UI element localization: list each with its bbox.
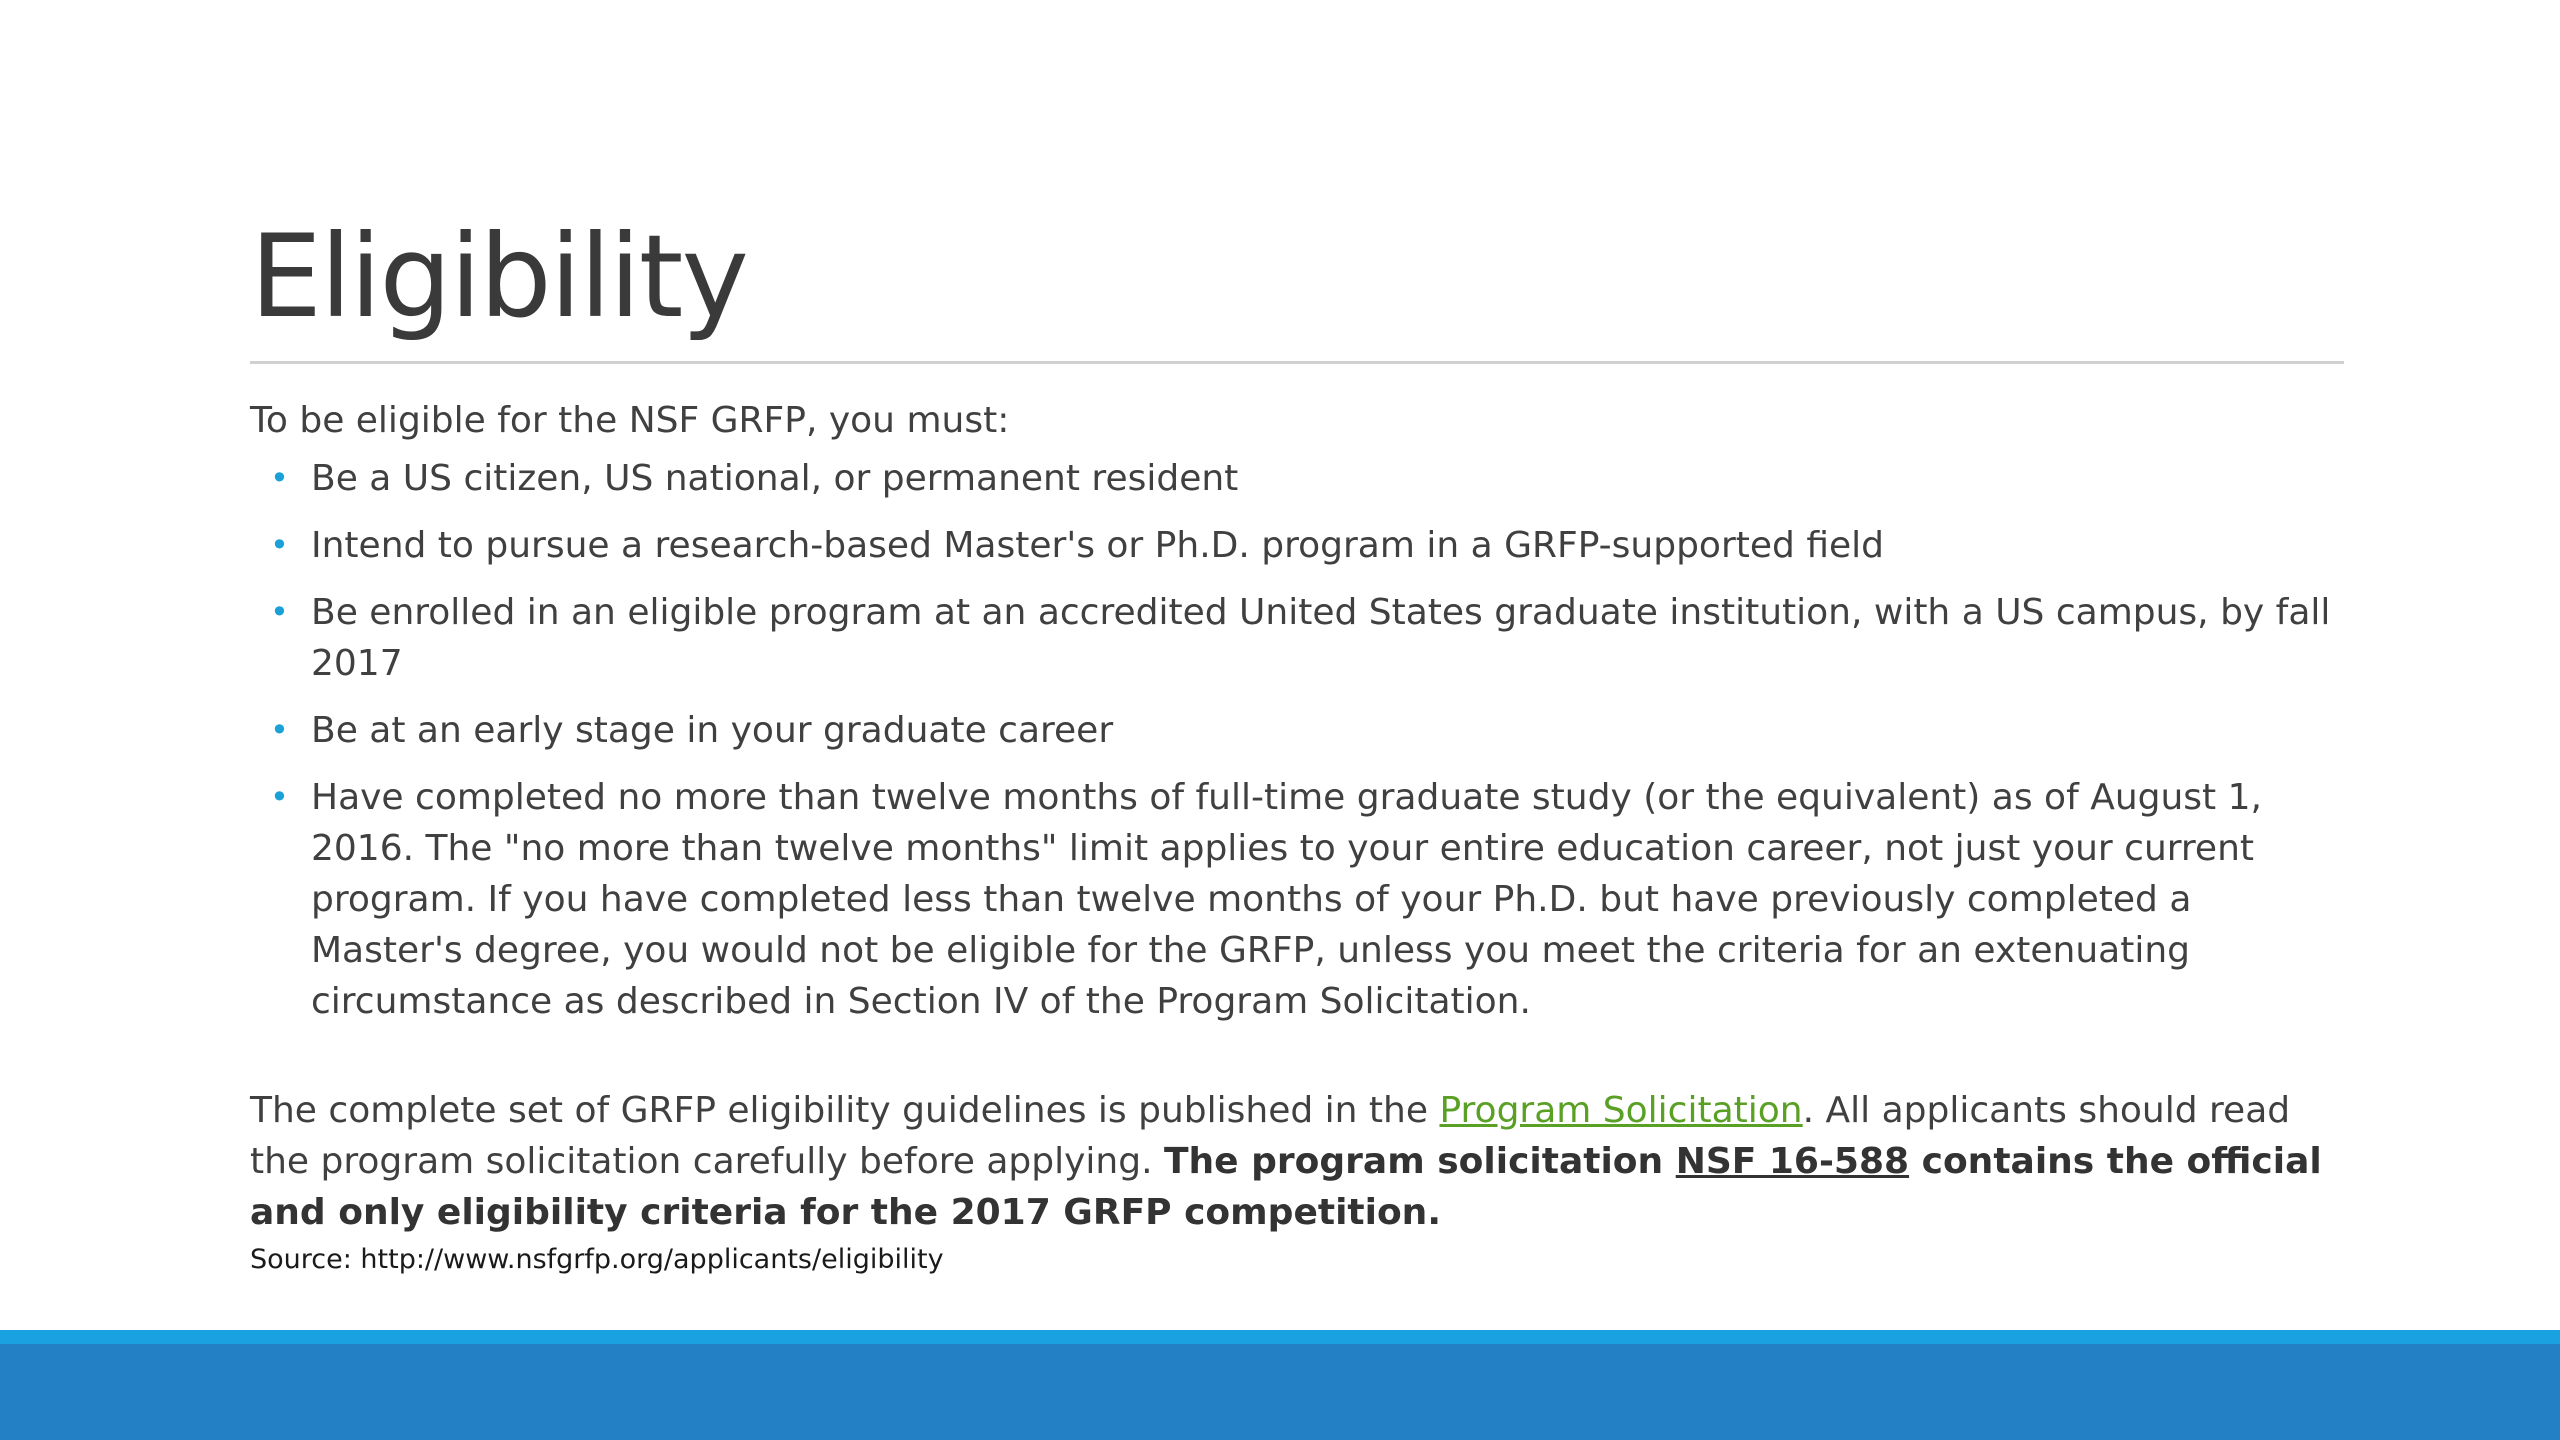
footer-band-dark — [0, 1344, 2560, 1440]
slide-body — [250, 395, 2350, 1238]
list-item — [250, 705, 2350, 756]
closing-text-2: . All applicants should read the program solicitation carefully before applying. — [250, 1090, 2291, 1182]
list-item-text: Be at an early stage in your graduate career — [311, 710, 1114, 751]
list-item-text: Intend to pursue a research-based Master's or Ph.D. program in a GRFP-supported field — [311, 525, 1884, 566]
list-item — [250, 453, 2350, 504]
bullet-icon: • — [270, 459, 289, 497]
title-divider — [250, 361, 2344, 364]
list-item-text: Have completed no more than twelve months of full-time graduate study (or the equivalent) as of August 1, 2016. The "no more than twelve months" limit applies to your entire education career, not just your current program. If you have completed less than twelve months of your Ph.D. but have previously completed a Master's degree, you would not be eligible for the GRFP, unless you meet the criteria for an extenuating circumstance as described in Section IV of the Program Solicitation. — [311, 777, 2262, 1022]
closing-bold-1: The program solicitation — [1163, 1141, 1676, 1182]
program-solicitation-link[interactable]: Program Solicitation — [1439, 1090, 1803, 1131]
bullet-icon: • — [270, 526, 289, 564]
closing-text-1: The complete set of GRFP eligibility guidelines is published in the — [250, 1090, 1440, 1131]
source-citation: Source: http://www.nsfgrfp.org/applicants/eligibility — [250, 1244, 944, 1275]
eligibility-list — [250, 453, 2350, 1027]
slide-title: Eligibility — [250, 210, 747, 343]
list-item — [250, 587, 2350, 689]
footer-band-light — [0, 1330, 2560, 1344]
closing-bold-2: contains the official and only eligibility criteria for the 2017 GRFP competition. — [250, 1141, 2322, 1233]
bullet-icon: • — [270, 593, 289, 631]
bullet-icon: • — [270, 778, 289, 816]
closing-paragraph — [250, 1085, 2350, 1238]
intro-text: To be eligible for the NSF GRFP, you must: — [250, 400, 1010, 441]
list-item-text: Be enrolled in an eligible program at an accredited United States graduate institution, with a US campus, by fall 2017 — [311, 592, 2331, 684]
nsf-16-588-link[interactable]: NSF 16-588 — [1675, 1141, 1910, 1182]
bullet-icon: • — [270, 711, 289, 749]
list-item-text: Be a US citizen, US national, or permanent resident — [311, 458, 1239, 499]
list-item — [250, 520, 2350, 571]
list-item — [250, 772, 2350, 1027]
